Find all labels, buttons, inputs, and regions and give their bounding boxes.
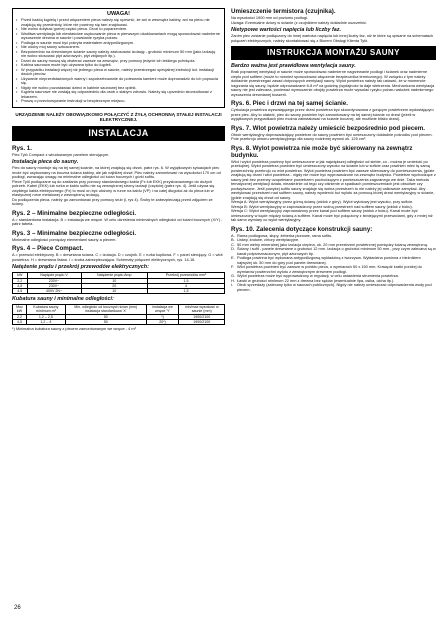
warning-item: • Przed każdą kąpielą i przed włączeniem pieca należy się upewnić, że ani w wewnątrz kabiny, ani na piecu nie znajdują się przedmioty, które nie powinny się tam znajdować. <box>21 18 221 27</box>
table-cell: 230V~ <box>27 278 81 283</box>
table-header-row <box>13 273 225 278</box>
table-cell: 50 <box>65 314 146 319</box>
rys1-title: Rys. 1. <box>12 144 32 152</box>
volume-table <box>12 304 225 325</box>
table-cell: *) <box>146 314 179 319</box>
connection-note: URZĄDZENIE NALEŻY OBOWIĄZKOWO POŁĄCZYĆ Z ŻYŁĄ OCHRONNĄ STAŁEJ INSTALACJI ELEKTRYCZNEJ. <box>15 111 222 122</box>
table-header-cell: kW <box>13 273 28 278</box>
list-marker: I. <box>231 282 234 287</box>
table-cell: 20 <box>81 283 147 288</box>
warning-item: • Kąpiela saunowe nie zostają się odpowiednio dla osób o słabym zdrowiu. Należy się uprzednio skonsultować z lekarzem. <box>21 90 221 99</box>
table-cell: 400V 2N~ <box>27 289 81 294</box>
list-item-text: Obok sprzedaży (zalecany tylko w saunach publicznych). Nigdy nie należy umieszczać odprowadzenia wody pod piecem. <box>237 282 432 292</box>
warning-item: • Kabina saunowa może być używana tylko do kąpieli. <box>21 63 221 68</box>
table-cell: 2,2 <box>13 314 27 319</box>
warning-item: • W przypadku instalacji więcej niż jednego pieca w saunie, należy przestrzegać specjalnej instrukcji icd. instalacji dwóch pieców. <box>21 68 221 77</box>
warning-item: • Używanie nieprzedstawionych wanny i zapotrzebowanie do polewania kamieni może doprowadzić do ich popsucia się. <box>21 77 221 86</box>
rys6-title: Rys. 6. Piec i drzwi na tej samej ścianie. <box>231 100 348 107</box>
list-item-text: Podłoga powinna być wykonana antypoślizgową wykładziną z tworzywa. Wykładzina powinna z bieżnikiem najwyżej ok. 50 mm do góry pod panele drewnianej. <box>237 255 421 265</box>
rys1-text: Piec Tylö Compact z wbudowanym panelem sterującym. <box>12 151 110 157</box>
current-table <box>12 272 225 294</box>
warning-item: • Drzwi do sauny muszą się otwierać zawsze na zewnątrz, przy pomocy jedynie ich lekkiego pchnięcia. <box>21 59 221 64</box>
table-row <box>13 319 225 324</box>
table-header-cell: Przekrój przewodów mm² <box>147 273 224 278</box>
table-header-cell: instalacja we wnęce 'Y' <box>146 305 179 314</box>
rys7-text: Otwór wentylacyjny doprowadzający powietrze do sauny powinien być umieszczony dokładnie pośrodku pod piecem. Pole przekroju otworu wentylacyjnego dla sauny rodzinnej wynosi ok. 125 cm². <box>231 131 433 141</box>
table-cell: 1,2 – 4 <box>26 319 65 324</box>
warning-list <box>16 18 221 104</box>
warning-box <box>12 8 225 108</box>
list-marker: H. <box>231 277 235 283</box>
warning-item: • Wadliwa wentylacja lub niewłaściwe usytuowanie pieca w pierwszym okablowaniach mogą spowodować nadmierne wysuszenie drewna w saunie i powstanie ryzyka pożaru. <box>21 32 221 41</box>
list-item-text: Ławki w grubości minimum 22 mm z drewna bez sęków (ewentualnie lipa, osika, olcha itp.). <box>237 277 395 283</box>
wentylacja-title: Bardzo ważna jest prawidłowa wentylacja sauny. <box>231 63 356 69</box>
instalacja-title: Instalacja pieca do sauny. <box>12 159 79 166</box>
list-marker: F. <box>231 264 235 269</box>
table-cell: 1900/2100 <box>179 319 225 324</box>
list-item-text: 50 mm wełny mineralnej jako izolacja cieplna, ok. 20 mm przestrzeni powietrznej pomiędzy ścianą zewnętrzną. <box>237 241 428 247</box>
table-header-row <box>13 305 225 314</box>
list-item-text: Rama podłogowa, słupy, żeberka pionowe, rama sufitu. <box>237 232 333 238</box>
table-cell: 10 <box>81 289 147 294</box>
table-header-cell: Kubatura sauny minimum m³ <box>26 305 65 314</box>
list-item-text: Listwy, krokwe, chtory wentylacyjne. <box>237 237 300 242</box>
table-header-cell: Min. odległość od bocznych ścian (mm) instalacja standardowa 'X' <box>65 305 146 314</box>
table-cell: 10 <box>81 278 147 283</box>
nietypowe-text: Zanim piec zostanie podłączony do innej wartości napięcia lub innej liczby faz, niż te które są opisane na schematach połączeń elektrycznych, należy skontaktować się z Biurem Obsługi Klienta Tylö. <box>231 33 434 43</box>
table-header-cell: Natężenie prądu Amp <box>81 273 147 278</box>
instalacja-text: Piec do sauny montuje się na tej samej ścianie, na której znajdują się drzwi, patrz rys. 6. W wyjątkowych sytuacjach piec może być usytuowany na boczna ściana kabiny, ale jak najbliżej drzwi. Piec należy zamontować na wysokości 170 cm od podłogi, zwracając uwagę na minimalne odległości od ścian bocznych i górki sufitu. Piece Tylö podłączane są do zasilania przy pomocy standardowego kabla (Fx lub EKK) przystosowanego do dużych potrzeb. Kabel (EKK) lub rurka w kablu sufitu nie są zewnętrznej strony izolacji (częściej (patrz rys. 4). Jeśli używa się zwykłego kabla elektrycznego (Fx) to musi on być ułożony w rurce na kablu (VP) i na całej długości aż do pieca lub w elastycznej rurce metalowej z wewnętrzną izolacją. Do podłączenia pieca, należy go zamontować przy pomocy śrub (l, rys 4). Śruby te zabezpieczają przed zdjęciem ze ściany. <box>12 165 221 207</box>
warning-item: • Nie wolno dotykać gornej części pieca. Grozi to poparzeniem. <box>21 27 221 32</box>
list-marker: G. <box>231 273 236 278</box>
table-cell: 1900/2100 <box>179 314 225 319</box>
table-header-cell: Napięcie prądu V <box>27 273 81 278</box>
list-marker: A. <box>231 232 235 238</box>
rys6-text: Cyrkulacja powietrza wyzwalającego przez drzwi powietrza być skoordynowana z gorącym powietrzem wydostającym przez piec. Aby to ułatwić, piec do sauny powinien być zamontowany na tej samej ścianie co drzwi (jeżeli w wyjątkowych przypadkach piec można zainstalować na ścianie bocznej, ale możliwie blisko drzwi). <box>231 107 434 121</box>
list-item <box>231 282 436 292</box>
warning-item: • Bezpośrednio na drewnianym ścianie sauny należy zastosować izolację - grubość minimum 50 mm (jako izolację nie wolno stosować płyt ażurowych, płyt zbijanych itp.). <box>21 50 221 59</box>
table-cell: 20*) <box>146 319 179 324</box>
table-cell: 50 <box>65 319 146 324</box>
table-cell: 1,5 <box>147 289 224 294</box>
warning-item: • Nigdy nie wolno pozostawiać dzieci w kabinie saunowej bez opieki. <box>21 86 221 91</box>
table-cell: 4,5 <box>13 283 28 288</box>
rys3-title: Rys. 3 – Minimalne bezpieczne odległości. <box>12 229 137 237</box>
list-item-text: Wylot powietrza może być wyprowadzony w regulacji, w celu ustawienia strumienia powietrza. <box>237 273 399 278</box>
table-row <box>13 289 225 294</box>
table2-title: Kubatura sauny i minimalne odległości: <box>12 296 114 303</box>
table-cell: 4 <box>147 283 224 288</box>
list-item-text: Ściany i sufit - panele drewniane o grubości 12 mm. Izolacja o grubości minimum 50 mm., przy czym zalecana są w kanał półprzeznaczonym, płyt ażurowych itp. <box>237 246 436 256</box>
rys2-title: Rys. 2 – Minimalne bezpieczne odległości. <box>12 209 137 217</box>
rys7-title: Rys. 7. Wlot powietrza należy umieścić bezpośrednio pod piecem. <box>231 124 425 132</box>
list-marker: E. <box>231 255 235 260</box>
termistor-text: Na wysokości 1900 mm od poziomu podłogi. Uwaga: Eventualne dziury w ścianie (z czujnikiem należy dokładnie uszczelnić. <box>231 15 368 25</box>
table1-title: Natężenie prądu i przekrój przewodów elektrycznych: <box>12 264 149 271</box>
page-number: 26 <box>14 605 21 611</box>
table-cell: 4,5 <box>13 319 27 324</box>
rys4-title: Rys. 4 – Piece Compact. <box>12 245 84 253</box>
nietypowe-title: Nietypowe wartości napięcia lub liczby faz. <box>231 27 341 33</box>
table-cell: 1,2 – 2,5 <box>26 314 65 319</box>
warning-item: • Proszę o przechowywanie instrukcji w bezpiecznym miejscu. <box>21 99 221 104</box>
table-cell: 4,5 <box>13 289 28 294</box>
instalacja-banner: INSTALACJA <box>12 126 225 141</box>
rys3-text: Minimalne odległości pomiędzy elementami sauny a piecem. <box>12 236 117 242</box>
termistor-title: Umieszczenie termistora (czujnika). <box>231 8 336 15</box>
warning-item: • Podłoga w saunie musi być pokryta materiałem antypoślizgowym. <box>21 41 221 46</box>
list-marker: D. <box>231 246 235 251</box>
table-header-cell: min/max wysokość w saunie (mm) <box>179 305 225 314</box>
rys8-title: Rys. 8. Wylot powietrza nie może być skierowany na zewnątrz budynku. <box>231 144 413 159</box>
list-marker: B. <box>231 237 235 242</box>
table-header-cell: Moc kW <box>13 305 27 314</box>
rys2-text: A = standardowa instalacja. B = instalacja we wnęce. W celu określenia minimalnych odległości od ściani bocznych (X/Y) - patrz tabela. <box>12 216 223 227</box>
warning-title: UWAGA! <box>107 11 130 17</box>
rys10-title: Rys. 10. Zalecenia dotyczące konstrukcji sauny: <box>231 225 373 233</box>
table-cell: 230V~ <box>27 283 81 288</box>
wentylacja-text: Brak poprawnej wentylacji w saunie może spowodować nadmierne nagrzewanie podłogi i ścianek oraz nadmierne ciepło pod sufitem (może to również spowodować włączenie bezpiecznika termicznego). W związku z tym należy dokładnie przestrzegać zasad dotyczących wentylacji sauny. Wylot powietrza należy tak ustawić, że w momencie nagrzania się sauny, będzie odprowadzane 6-8 m³ na godzinę (wydajność ta daje wietrzenia. Mechaniczna wentylacja sauny nie jest zalecana, ponieważ wymuszenie obojdy powietrza może wywołać ryzyko pożaru wskutek nadmiernego wysuszenia drewnianej boazerii. <box>231 69 435 97</box>
table-cell: 2,2 <box>13 278 28 283</box>
rys8-text: Wlot i wylot powietrza powinny być umieszczone w jak największej odległości od siebie, co - można je umieścić po przekątnej. Wylot powietrza powinien być umieszczony wysoko na ścianie lub w suficie oraz powinien mieć tę samą powierzchnię przekroju co wlot powietrza. Wylot powietrza powinien być zawsze skierowany do pomieszczenia, (gdzie znajdują się drzwi i wlot powietrza - nigdy nie może być wyprowadzone na zewnątrz budynku. Powietrze wychodzące z sauny jest bez przerwy uzupełniane powietrzem pochodzącym z pomieszczenia zagrzanego we dnie. Taka metoda tematycznej wentylacji działa, niezależnie od tego czy ciśnienie w spadkach pomieszczeniach jest obsoliwe czy podwyższone. Jeśli powyżej sufitu sauny znajduje się wolna przestrzeń to nie należy jej całkowicie zamykać. Aby wentylować przestrzeń nad sufitem sauny, należy wywiercić tuż wylotu za pomocą której drzwi wentylacyjny w ścianie, (gdzie znajdują się drzwi od sauny. Wersja A: Wylot wentylacyjny przez górną ścianę (widok z góry). Wylot wylotowy jest wysoko, przy suficie. Wersja B: Wylot wentylacyjny w zaprowadzony przez wolną przestrzeń nad sufitem sauny (widok z boku). Wersja C: Wylot wentylacyjny zaprowadzony przez kanał pod sufitem sauny (widok z boku). Kanał może być umieszczony w kącie między ścianą a sufitem. Kanał może być połączony z istniejącymi przewodami, gdy z mniej niż tak samo wymiary co wylot wentylacyjny. <box>231 158 436 222</box>
left-column <box>12 8 225 332</box>
table-cell: 1,5 <box>147 278 224 283</box>
warning-item: • Nie ośoby muj sauny sztuacznem. <box>21 45 221 50</box>
construction-list <box>231 234 436 293</box>
table2-note: *) Minimalna kubatura sauny z piecem zamontowanym we wnęce - 4 m³ <box>12 326 136 332</box>
rys4-text: A = przewód elektryczny. B = drewniana ściana. C = izolacja. D = czujnik. E = rurka kopiłowa. F = panel sterujący. G = wlot powietrza. H = drewniana listwa. I = śruba zabezpieczająca. Schematy połączeń elektrycznych, rys. 14-16. <box>12 252 223 262</box>
list-marker: C. <box>231 241 235 247</box>
right-column <box>231 8 436 292</box>
list-item-text: Wlot powietrza powinien być zawsze w pobliżu pieca, o wymiarach 50 x 150 mm. Krawędź kratki poniżej do wymiarów powierzchni wylotu z zewnętrznym drewnem podłogi. <box>237 264 422 274</box>
montaz-banner: INSTRUKCJA MONTAŻU SAUNY <box>231 46 436 60</box>
